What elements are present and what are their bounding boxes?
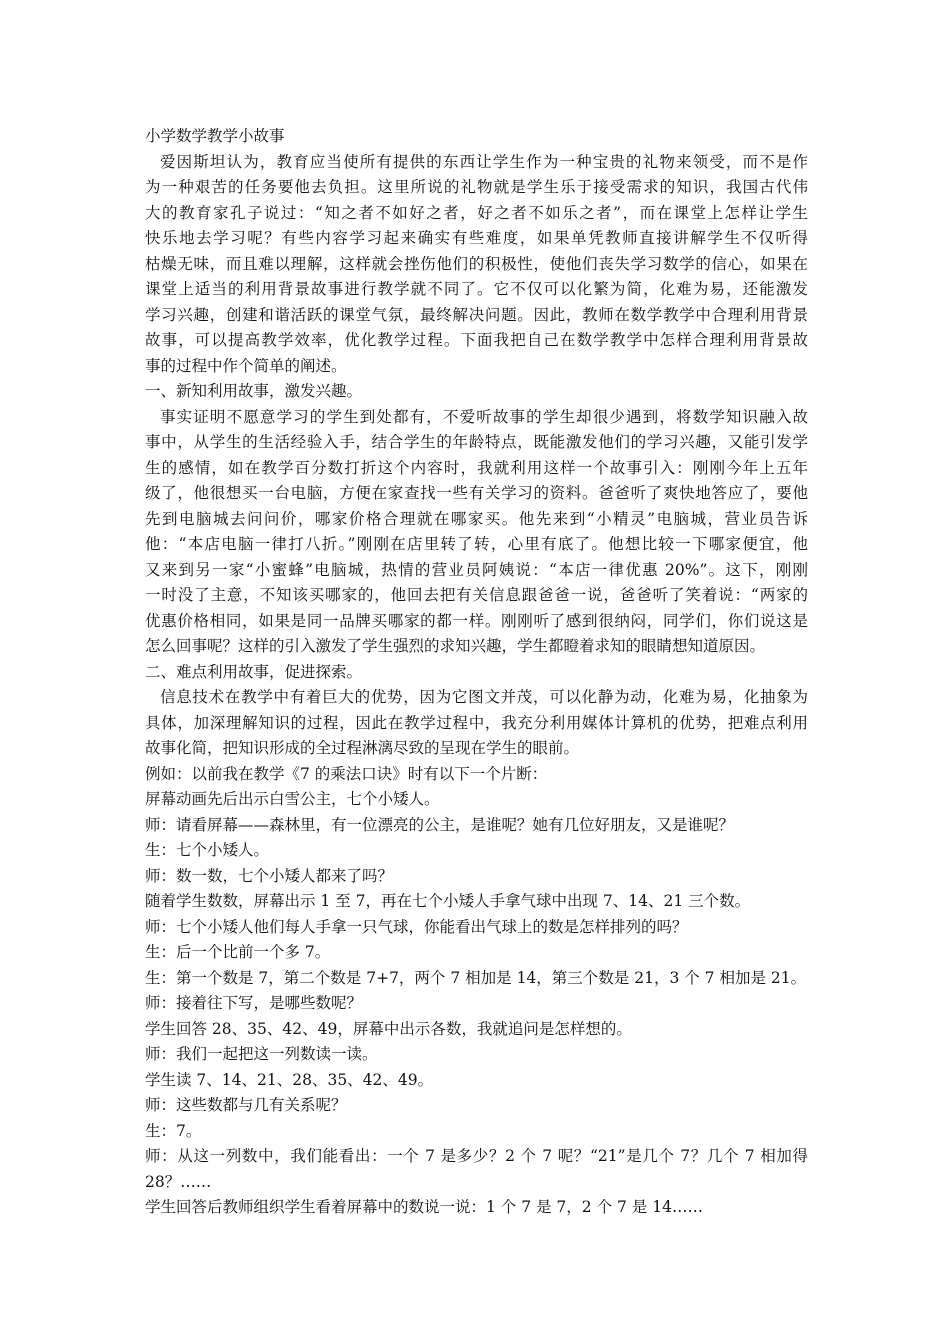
document-title: 小学数学教学小故事 bbox=[145, 127, 285, 145]
paragraph-line: 学生读 7、14、21、28、35、42、49。 bbox=[145, 1070, 434, 1089]
section-heading: 二、难点利用故事，促进探索。 bbox=[145, 662, 363, 681]
paragraph-line: 故事，可以提高教学效率，优化教学过程。下面我把自己在数学教学中怎样合理利用背景故 bbox=[145, 331, 808, 349]
paragraph-line: 快乐地去学习呢？有些内容学习起来确实有些难度，如果单凭教师直接讲解学生不仅听得 bbox=[145, 229, 808, 247]
paragraph-line: 一时没了主意，不知该买哪家的，他回去把有关信息跟爸爸一说，爸爸听了笑着说：“两家的 bbox=[145, 586, 808, 604]
paragraph-line: 随着学生数数，屏幕出示 1 至 7，再在七个小矮人手拿气球中出现 7、14、21 三个数。 bbox=[145, 892, 751, 910]
paragraph-line: 生的感情，如在教学百分数打折这个内容时，我就利用这样一个故事引入：刚刚今年上五年 bbox=[145, 458, 808, 477]
paragraph-line: 先到电脑城去问问价，哪家价格合理就在哪家买。他先来到“小精灵”电脑城，营业员告诉 bbox=[145, 509, 808, 528]
paragraph-line: 又来到另一家“小蜜蜂”电脑城，热情的营业员阿姨说：“本店一律优惠 20%”。这下，刚刚 bbox=[145, 560, 808, 579]
paragraph-line: 为一种艰苦的任务要他去负担。这里所说的礼物就是学生乐于接受需求的知识，我国古代伟 bbox=[145, 178, 808, 196]
dialogue-line: 28？…… bbox=[145, 1172, 212, 1191]
paragraph-line: 优惠价格相同，如果是同一品牌买哪家的都一样。刚刚听了感到很纳闷，同学们，你们说这是 bbox=[145, 611, 808, 630]
paragraph-line: 学习兴趣，创建和谐活跃的课堂气氛，最终解决问题。因此，教师在数学教学中合理利用背景 bbox=[145, 305, 808, 324]
paragraph-line: 学生回答后教师组织学生看着屏幕中的数说一说：1 个 7 是 7，2 个 7 是 14…… bbox=[145, 1198, 703, 1216]
dialogue-line: 师：从这一列数中，我们能看出：一个 7 是多少？2 个 7 呢？“21”是几个 7？几个 7 相加得 bbox=[145, 1147, 808, 1165]
dialogue-line: 师：接着往下写，是哪些数呢？ bbox=[145, 994, 363, 1012]
dialogue-line: 师：这些数都与几有关系呢？ bbox=[145, 1096, 347, 1114]
paragraph-line: 故事化简，把知识形成的全过程淋漓尽致的呈现在学生的眼前。 bbox=[145, 739, 580, 757]
dialogue-line: 生：第一个数是 7，第二个数是 7+7，两个 7 相加是 14，第三个数是 21，3 个 7 相加是 21。 bbox=[145, 968, 807, 987]
paragraph-line: 学生回答 28、35、42、49，屏幕中出示各数，我就追问是怎样想的。 bbox=[145, 1019, 632, 1038]
dialogue-line: 师：七个小矮人他们每人手拿一只气球，你能看出气球上的数是怎样排列的吗？ bbox=[145, 917, 688, 936]
document-page bbox=[145, 124, 808, 1221]
dialogue-line: 生：后一个比前一个多 7。 bbox=[145, 943, 331, 961]
paragraph-line: 信息技术在教学中有着巨大的优势，因为它图文并茂，可以化静为动，化难为易，化抽象为 bbox=[160, 688, 808, 706]
paragraph-line: 事的过程中作个简单的阐述。 bbox=[145, 356, 347, 375]
dialogue-line: 师：数一数，七个小矮人都来了吗？ bbox=[145, 866, 394, 885]
dialogue-line: 生：7。 bbox=[145, 1121, 202, 1140]
paragraph-line: 大的教育家孔子说过：“知之者不如好之者，好之者不如乐之者”，而在课堂上怎样让学生 bbox=[145, 203, 808, 222]
paragraph-line: 课堂上适当的利用背景故事进行教学就不同了。它不仅可以化繁为简，化难为易，还能激发 bbox=[145, 280, 808, 298]
paragraph-line: 具体，加深理解知识的过程，因此在教学过程中，我充分利用媒体计算机的优势，把难点利用 bbox=[145, 713, 808, 732]
paragraph-line: 屏幕动画先后出示白雪公主，七个小矮人。 bbox=[145, 790, 440, 808]
paragraph-line: 级了，他很想买一台电脑，方便在家查找一些有关学习的资料。爸爸听了爽快地答应了，要他 bbox=[145, 484, 808, 502]
paragraph-line: 事实证明不愿意学习的学生到处都有，不爱听故事的学生却很少遇到，将数学知识融入故 bbox=[160, 407, 808, 426]
paragraph-line: 事中，从学生的生活经验入手，结合学生的年龄特点，既能激发他们的学习兴趣，又能引发学 bbox=[145, 433, 808, 451]
paragraph-line: 怎么回事呢？这样的引入激发了学生强烈的求知兴趣，学生都瞪着求知的眼睛想知道原因。 bbox=[145, 637, 766, 655]
section-heading: 一、新知利用故事，激发兴趣。 bbox=[145, 382, 363, 400]
dialogue-line: 生：七个小矮人。 bbox=[145, 841, 270, 859]
paragraph-line: 枯燥无味，而且难以理解，这样就会挫伤他们的积极性，使他们丧失学习数学的信心，如果在 bbox=[145, 254, 808, 273]
paragraph-line: 爱因斯坦认为，教育应当使所有提供的东西让学生作为一种宝贵的礼物来领受，而不是作 bbox=[160, 152, 808, 171]
dialogue-line: 师：请看屏幕——森林里，有一位漂亮的公主，是谁呢？她有几位好朋友，又是谁呢？ bbox=[145, 815, 735, 834]
dialogue-line: 师：我们一起把这一列数读一读。 bbox=[145, 1045, 378, 1063]
paragraph-line: 他：“本店电脑一律打八折。”刚刚在店里转了转，心里有底了。他想比较一下哪家便宜，他 bbox=[145, 535, 808, 553]
paragraph-line: 例如：以前我在教学《7 的乘法口诀》时有以下一个片断： bbox=[145, 764, 548, 783]
